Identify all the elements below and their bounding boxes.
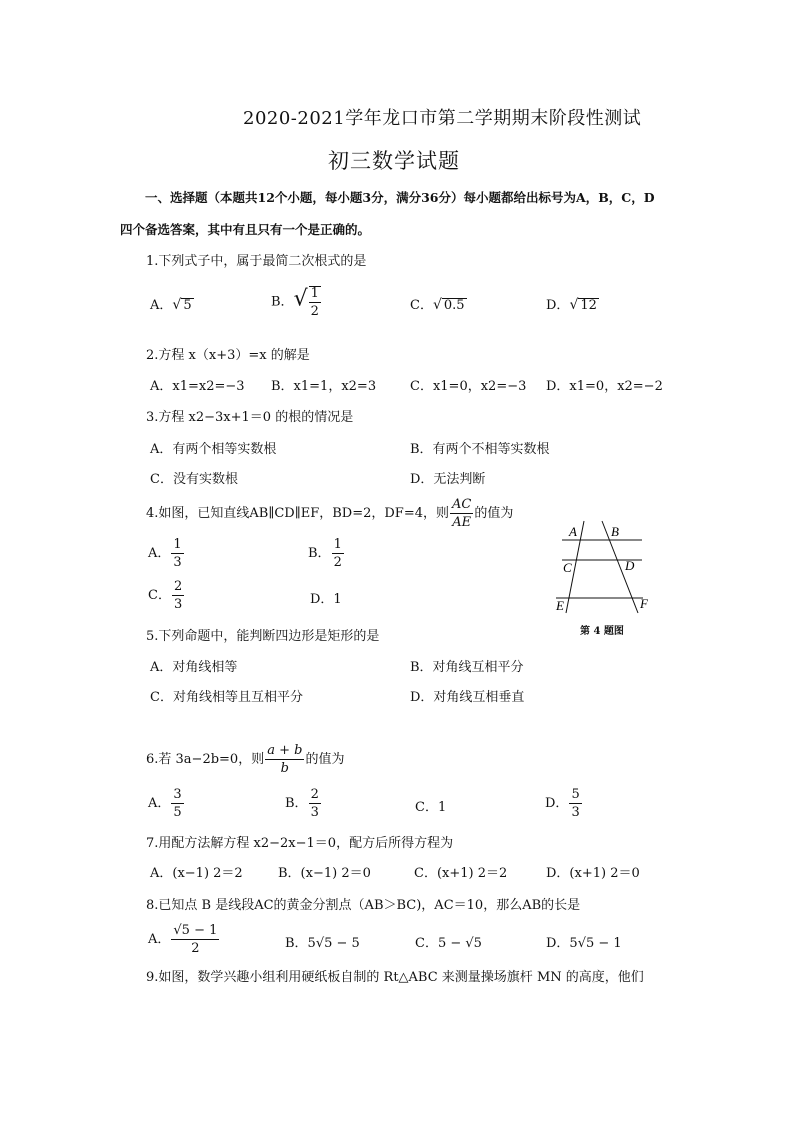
q7-option-c[interactable]: C．(x+1) 2＝2 <box>414 866 508 881</box>
q5-option-a[interactable]: A．对角线相等 <box>150 660 238 675</box>
q2-option-d[interactable]: D．x1=0，x2=−2 <box>546 379 663 394</box>
q9-stem: 9.如图，数学兴趣小组利用硬纸板自制的 Rt△ABC 来测量操场旗杆 MN 的高度，他们 <box>146 970 644 985</box>
q2-option-c[interactable]: C．x1=0，x2=−3 <box>410 379 527 394</box>
q5-option-d[interactable]: D．对角线互相垂直 <box>410 690 525 705</box>
q3-option-a[interactable]: A．有两个相等实数根 <box>150 442 277 457</box>
q4-option-a[interactable]: A． $\frac{1}{3}$ <box>148 537 182 570</box>
q7-stem: 7.用配方法解方程 x2−2x−1＝0，配方后所得方程为 <box>146 836 454 851</box>
q3-option-b[interactable]: B．有两个不相等实数根 <box>410 442 550 457</box>
q5-stem: 5.下列命题中，能判断四边形是矩形的是 <box>146 629 380 644</box>
label-d: D <box>625 558 635 573</box>
q5-option-b[interactable]: B．对角线互相平分 <box>410 660 524 675</box>
q8-option-b[interactable]: B．5√5 − 5 <box>285 936 360 951</box>
label-b: B <box>611 524 619 539</box>
q4-option-d[interactable]: D．1 <box>310 592 342 607</box>
q1-option-a[interactable]: A．√ 5 <box>150 297 192 313</box>
q3-option-c[interactable]: C．没有实数根 <box>150 472 238 487</box>
q6-option-d[interactable]: D． $\frac{5}{3}$ <box>545 787 580 820</box>
q1-option-d[interactable]: D．√ 12 <box>546 297 597 313</box>
q7-option-a[interactable]: A．(x−1) 2＝2 <box>150 866 243 881</box>
q2-option-b[interactable]: B．x1=1，x2=3 <box>271 379 377 394</box>
q2-stem: 2.方程 x（x+3）=x 的解是 <box>146 348 310 363</box>
section-instructions-line2: 四个备选答案，其中有且只有一个是正确的。 <box>120 222 371 237</box>
label-f: F <box>640 596 648 611</box>
label-a: A <box>569 524 577 539</box>
q6-option-c[interactable]: C．1 <box>415 800 447 815</box>
q3-stem: 3.方程 x2−3x+1＝0 的根的情况是 <box>146 410 354 425</box>
label-e: E <box>556 598 564 613</box>
exam-subtitle: 初三数学试题 <box>328 149 460 173</box>
q8-option-c[interactable]: C．5 − √5 <box>415 936 482 951</box>
q4-option-c[interactable]: C． $\frac{2}{3}$ <box>148 579 183 612</box>
figure-4-caption: 第 4 题图 <box>580 626 624 637</box>
q7-option-b[interactable]: B．(x−1) 2＝0 <box>278 866 371 881</box>
exam-title: 2020-2021学年龙口市第二学期期末阶段性测试 <box>243 108 642 129</box>
q7-option-d[interactable]: D．(x+1) 2＝0 <box>546 866 640 881</box>
label-c: C <box>563 560 572 575</box>
q8-option-d[interactable]: D．5√5 − 1 <box>546 936 622 951</box>
section-instructions-line1: 一、选择题（本题共12个小题，每小题3分，满分36分）每小题都给出标号为A，B，C，D <box>145 190 655 205</box>
q2-option-a[interactable]: A．x1=x2=−3 <box>150 379 245 394</box>
q4-stem: 4.如图，已知直线AB∥CD∥EF，BD=2，DF=4，则 $\frac{AC}{AE}$ 的值为 <box>146 497 514 530</box>
figure-4-parallel-lines <box>548 515 663 625</box>
q8-option-a[interactable]: A． $\frac{√5 - 1}{2}$ <box>148 923 218 956</box>
q3-option-d[interactable]: D．无法判断 <box>410 472 486 487</box>
q5-option-c[interactable]: C．对角线相等且互相平分 <box>150 690 303 705</box>
q1-stem: 1.下列式子中，属于最简二次根式的是 <box>146 254 367 269</box>
q4-option-b[interactable]: B． $\frac{1}{2}$ <box>308 537 342 570</box>
q1-option-b[interactable]: B．√ $\frac{1}{2}$ <box>271 286 319 319</box>
q8-stem: 8.已知点 B 是线段AC的黄金分割点（AB＞BC)，AC＝10，那么AB的长是 <box>146 898 581 913</box>
q6-stem: 6.若 3a−2b=0，则 $\frac{a + b}{b}$ 的值为 <box>146 743 345 776</box>
q1-option-c[interactable]: C．√ 0.5 <box>410 297 465 313</box>
q6-option-a[interactable]: A． $\frac{3}{5}$ <box>148 787 182 820</box>
q6-option-b[interactable]: B． $\frac{2}{3}$ <box>285 787 319 820</box>
